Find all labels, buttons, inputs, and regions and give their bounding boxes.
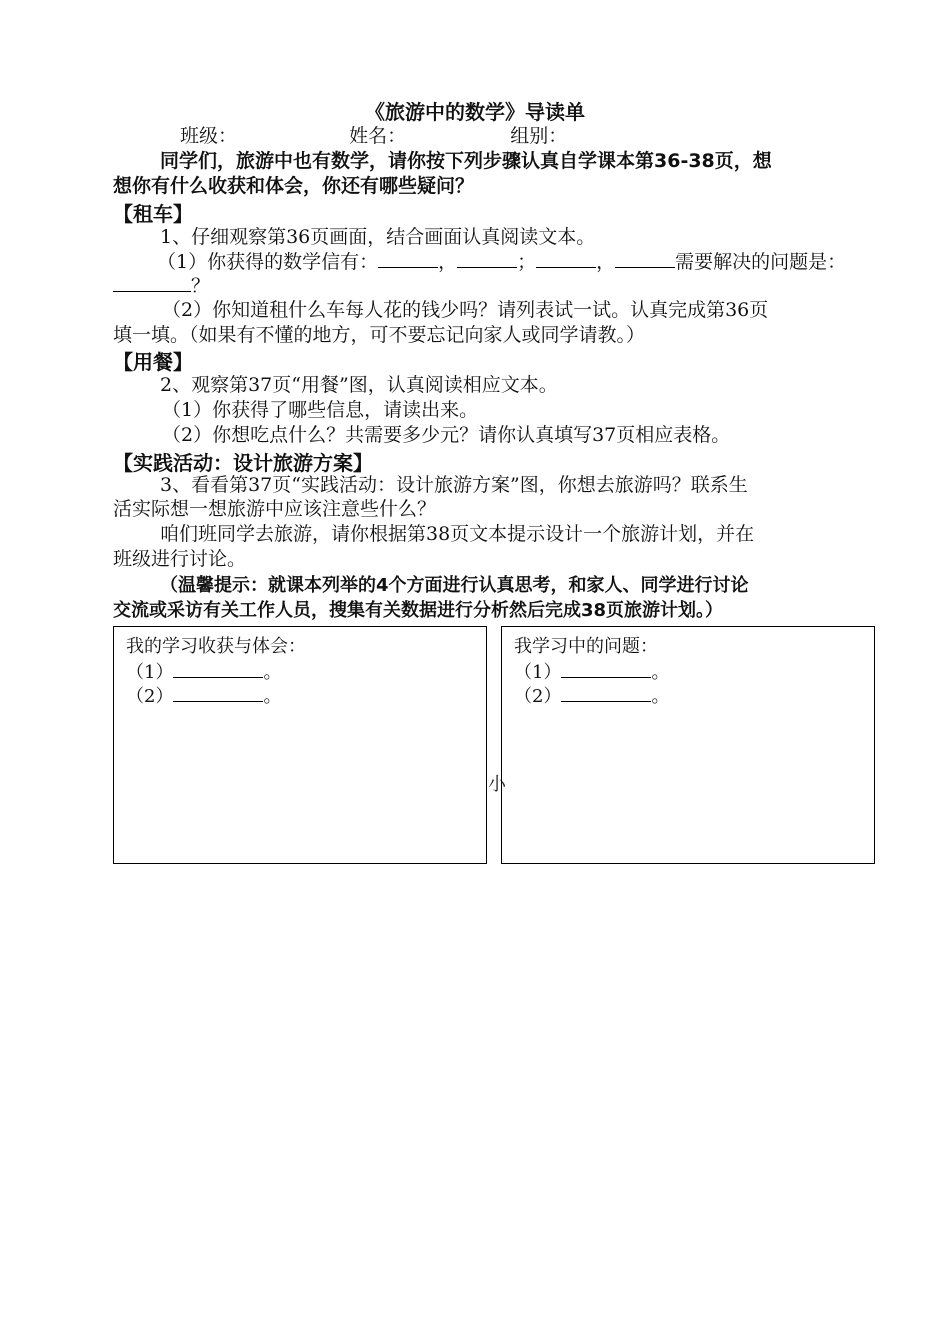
learning-questions-title: 我学习中的问题： xyxy=(514,636,658,657)
rent-question-2-line-2: 填一填。（如果有不懂的地方，可不要忘记向家人或同学请教。） xyxy=(113,324,646,346)
page-title: 《旅游中的数学》导读单 xyxy=(365,100,585,124)
period: 。 xyxy=(651,686,670,707)
learning-gains-box xyxy=(113,626,487,864)
intro-line-2: 想你有什么收获和体会，你还有哪些疑问？ xyxy=(113,175,475,197)
learning-questions-item-1 xyxy=(514,659,669,685)
learning-gains-title: 我的学习收获与体会： xyxy=(126,636,306,657)
meal-question-1: （1）你获得了哪些信息，请读出来。 xyxy=(162,399,479,421)
item-number: （2） xyxy=(514,686,562,707)
intro-line-1: 同学们，旅游中也有数学，请你按下列步骤认真自学课本第36-38页，想 xyxy=(160,150,772,172)
tip-line-1: （温馨提示：就课本列举的4个方面进行认真思考，和家人、同学进行讨论 xyxy=(160,575,749,596)
section-heading-meal: 【用餐】 xyxy=(113,350,193,374)
learning-questions-box xyxy=(501,626,875,864)
fill-blank-5[interactable] xyxy=(113,273,191,292)
item-number: （2） xyxy=(126,686,174,707)
stray-mark: 小 xyxy=(488,774,506,795)
separator: ， xyxy=(438,251,458,273)
name-label: 姓名： xyxy=(349,125,407,147)
separator: ； xyxy=(517,251,537,273)
meal-step-2: 2、观察第37页“用餐”图，认真阅读相应文本。 xyxy=(160,374,558,396)
period: 。 xyxy=(263,662,282,683)
fill-blank[interactable] xyxy=(561,683,651,702)
header-fields xyxy=(180,124,940,149)
fill-blank[interactable] xyxy=(561,659,651,678)
section-heading-rent: 【租车】 xyxy=(113,202,193,226)
class-label: 班级： xyxy=(180,125,238,147)
rent-question-1-cont xyxy=(113,273,873,299)
question-mark: ？ xyxy=(191,275,211,297)
fill-blank-1[interactable] xyxy=(378,249,438,268)
fill-blank[interactable] xyxy=(173,683,263,702)
fill-blank-3[interactable] xyxy=(536,249,596,268)
rent-question-2-line-1: （2）你知道租什么车每人花的钱少吗？请列表试一试。认真完成第36页 xyxy=(162,299,769,321)
learning-gains-item-1 xyxy=(126,659,281,685)
period: 。 xyxy=(263,686,282,707)
separator: ， xyxy=(596,251,616,273)
tip-line-2: 交流或采访有关工作人员，搜集有关数据进行分析然后完成38页旅游计划。） xyxy=(113,600,724,621)
fill-blank-4[interactable] xyxy=(615,249,675,268)
practice-paragraph-line-1: 咱们班同学去旅游，请你根据第38页文本提示设计一个旅游计划，并在 xyxy=(160,523,755,545)
learning-gains-item-2 xyxy=(126,683,281,709)
practice-step-3-line-1: 3、看看第37页“实践活动：设计旅游方案”图，你想去旅游吗？联系生 xyxy=(160,474,748,496)
group-label: 组别： xyxy=(510,125,568,147)
rent-step-1: 1、仔细观察第36页画面，结合画面认真阅读文本。 xyxy=(160,226,596,248)
period: 。 xyxy=(651,662,670,683)
meal-question-2: （2）你想吃点什么？共需要多少元？请你认真填写37页相应表格。 xyxy=(162,424,731,446)
learning-questions-item-2 xyxy=(514,683,669,709)
item-number: （1） xyxy=(514,662,562,683)
item-number: （1） xyxy=(126,662,174,683)
rent-q1-prefix: （1）你获得的数学信有： xyxy=(157,251,379,273)
rent-q1-suffix: 需要解决的问题是： xyxy=(675,251,847,273)
fill-blank-2[interactable] xyxy=(457,249,517,268)
practice-step-3-line-2: 活实际想一想旅游中应该注意些什么？ xyxy=(113,498,437,520)
rent-question-1 xyxy=(157,249,917,275)
practice-paragraph-line-2: 班级进行讨论。 xyxy=(113,548,247,570)
fill-blank[interactable] xyxy=(173,659,263,678)
section-heading-practice: 【实践活动：设计旅游方案】 xyxy=(113,451,373,475)
